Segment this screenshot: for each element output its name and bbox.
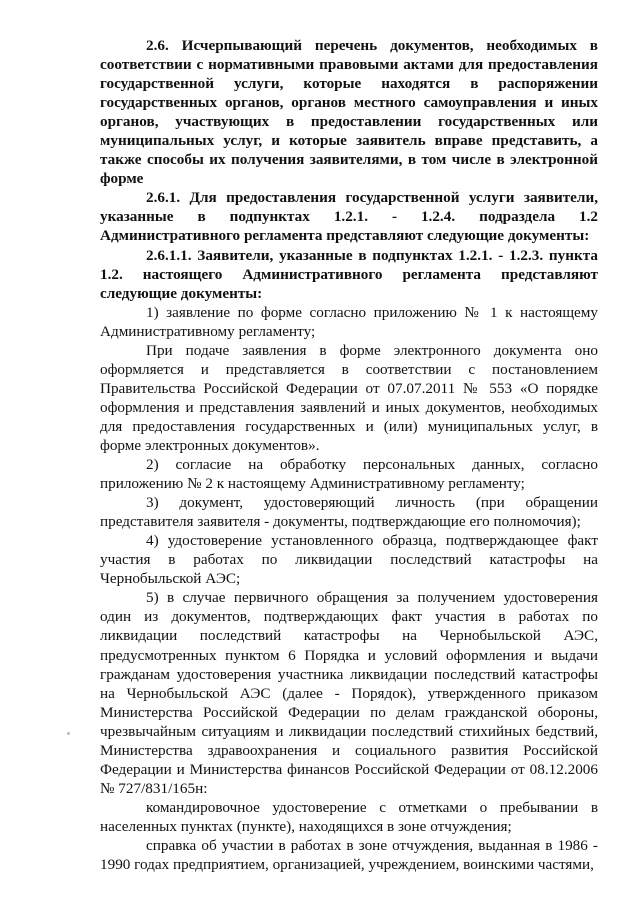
list-item-3: 3) документ, удостоверяющий личность (при обращении представителя заявителя - документы, подтверждающие его полномочия);: [100, 494, 598, 531]
list-item-2: 2) согласие на обработку персональных данных, согласно приложению № 2 к настоящему Административному регламенту;: [100, 456, 598, 493]
list-item-4: 4) удостоверение установленного образца, подтверждающее факт участия в работах по ликвидации последствий катастрофы на Чернобыльской АЭС;: [100, 532, 598, 588]
scan-speck: [67, 732, 70, 735]
list-item-1: 1) заявление по форме согласно приложению № 1 к настоящему Административному регламенту;: [100, 303, 598, 340]
sub-item-travel-certificate: командировочное удостоверение с отметками о пребывании в населенных пунктах (пункте), находящихся в зоне отчуждения;: [100, 798, 598, 835]
document-page: [100, 36, 598, 874]
paragraph-2-6-1: 2.6.1. Для предоставления государственной услуги заявители, указанные в подпунктах 1.2.1. - 1.2.4. подраздела 1.2 Административного регламента представляют следующие документы:: [100, 189, 598, 245]
sub-item-participation-reference: справка об участии в работах в зоне отчуждения, выданная в 1986 - 1990 годах предприятием, организацией, учреждением, воинскими частями,: [100, 836, 598, 874]
list-item-1-note: При подаче заявления в форме электронного документа оно оформляется и представляется в соответствии с постановлением Правительства Российской Федерации от 07.07.2011 № 553 «О порядке оформления и представления заявлений и иных документов, необходимых для предоставления государственных и (или) муниципальных услуг, в форме электронных документов».: [100, 341, 598, 454]
list-item-5: 5) в случае первичного обращения за получением удостоверения один из документов, подтверждающих факт участия в работах по ликвидации последствий катастрофы на Чернобыльской АЭС, предусмотренных пунктом 6 Порядка и условий оформления и выдачи гражданам удостоверения участника ликвидации последствий катастрофы на Чернобыльской АЭС (далее - Порядок), утвержденного приказом Министерства Российской Федерации по делам гражданской обороны, чрезвычайным ситуациям и ликвидации последствий стихийных бедствий, Министерства здравоохранения и социального развития Российской Федерации и Министерства финансов Российской Федерации от 08.12.2006 № 727/831/165н:: [100, 589, 598, 797]
section-heading: 2.6. Исчерпывающий перечень документов, необходимых в соответствии с нормативными правовыми актами для предоставления государственной услуги, которые находятся в распоряжении государственных органов, органов местного самоуправления и иных органов, участвующих в предоставлении государственных или муниципальных услуг, и которые заявитель вправе представить, а также способы их получения заявителями, в том числе в электронной форме: [100, 37, 598, 188]
paragraph-2-6-1-1: 2.6.1.1. Заявители, указанные в подпунктах 1.2.1. - 1.2.3. пункта 1.2. настоящего Административного регламента представляют следующие документы:: [100, 246, 598, 302]
